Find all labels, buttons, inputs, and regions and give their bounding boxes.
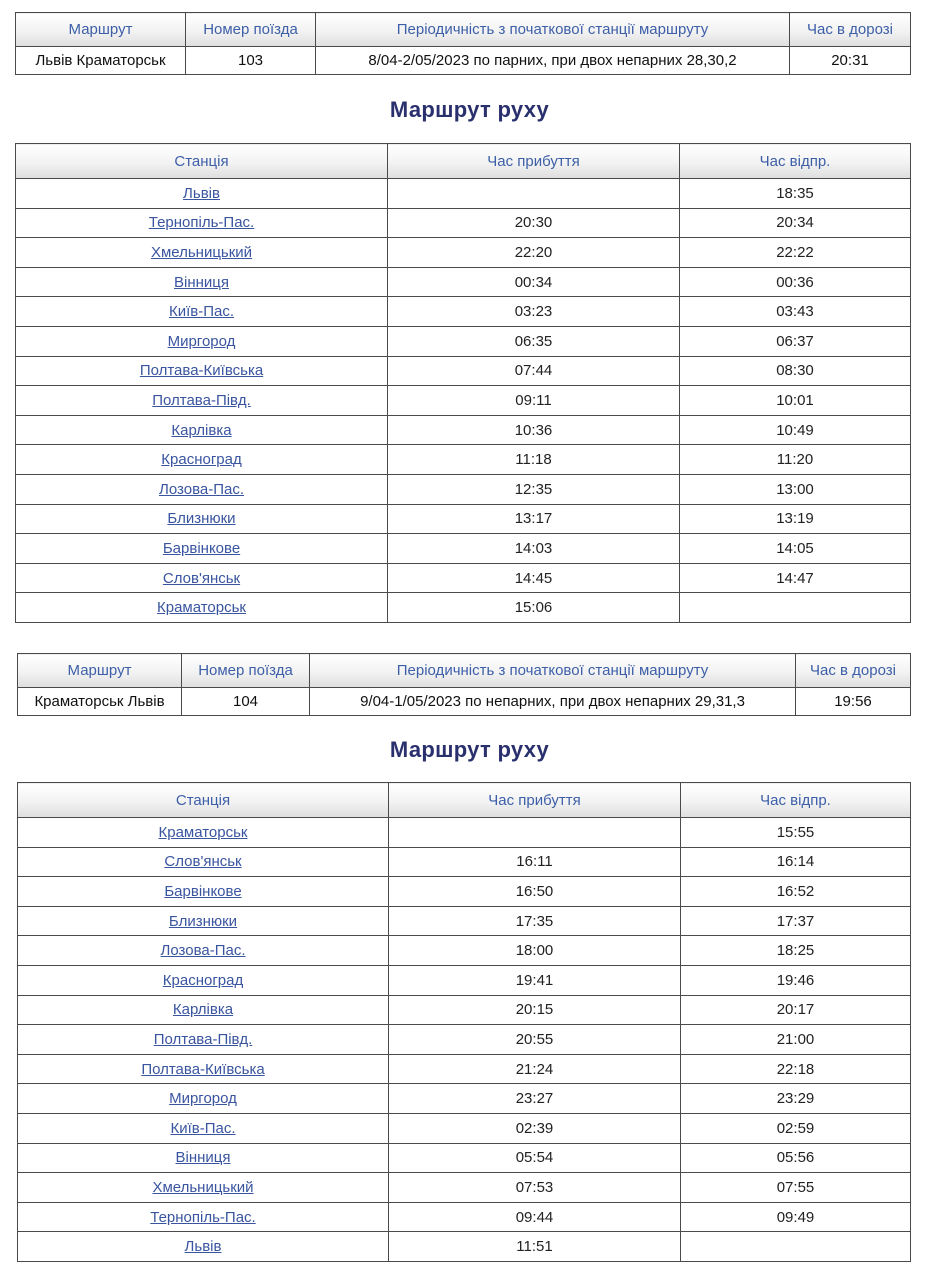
header-periodicity: Періодичність з початкової станції маршруту	[316, 13, 790, 47]
departure-time: 14:47	[680, 563, 911, 593]
station-link[interactable]: Барвінкове	[162, 539, 241, 557]
schedule-row	[18, 1232, 911, 1262]
header-train-number: Номер поїзда	[186, 13, 316, 47]
schedule-row	[18, 965, 911, 995]
info-header-row	[16, 13, 911, 47]
arrival-time: 21:24	[389, 1054, 681, 1084]
schedule-row	[16, 326, 911, 356]
schedule-row	[16, 504, 911, 534]
station-cell	[16, 238, 388, 268]
schedule-row	[18, 1084, 911, 1114]
station-link[interactable]: Красноград	[162, 971, 244, 989]
section-title: Маршрут руху	[389, 97, 550, 122]
arrival-time: 15:06	[388, 593, 680, 623]
station-link[interactable]: Тернопіль-Пас.	[148, 214, 255, 232]
header-train-number: Номер поїзда	[182, 654, 310, 688]
station-link[interactable]: Лозова-Пас.	[159, 480, 244, 498]
schedule-row	[16, 179, 911, 209]
station-link[interactable]: Київ-Пас.	[168, 303, 235, 321]
schedule-row	[16, 563, 911, 593]
header-station: Станція	[16, 144, 388, 179]
header-departure: Час відпр.	[681, 783, 911, 818]
schedule-row	[16, 445, 911, 475]
arrival-time: 12:35	[388, 474, 680, 504]
station-link[interactable]: Тернопіль-Пас.	[150, 1208, 256, 1226]
station-cell	[18, 1232, 389, 1262]
schedule-row	[18, 1025, 911, 1055]
arrival-time: 02:39	[389, 1113, 681, 1143]
arrival-time: 11:18	[388, 445, 680, 475]
station-cell	[18, 1202, 389, 1232]
schedule-row	[18, 1113, 911, 1143]
departure-time: 13:00	[680, 474, 911, 504]
arrival-time: 07:44	[388, 356, 680, 386]
station-link[interactable]: Слов'янськ	[164, 853, 242, 871]
station-link[interactable]: Краматорськ	[158, 823, 248, 841]
schedule-row	[16, 386, 911, 416]
station-link[interactable]: Карлівка	[171, 421, 232, 439]
header-station: Станція	[18, 783, 389, 818]
departure-time: 19:46	[681, 965, 911, 995]
schedule-row	[16, 267, 911, 297]
station-cell	[18, 1113, 389, 1143]
station-cell	[16, 504, 388, 534]
arrival-time: 17:35	[389, 906, 681, 936]
station-link[interactable]: Київ-Пас.	[170, 1119, 236, 1137]
schedule-row	[18, 1054, 911, 1084]
departure-time: 06:37	[680, 326, 911, 356]
departure-time: 18:35	[680, 179, 911, 209]
departure-time: 02:59	[681, 1113, 911, 1143]
station-cell	[18, 1143, 389, 1173]
station-link[interactable]: Хмельницький	[152, 1178, 254, 1196]
schedule-row	[18, 906, 911, 936]
station-cell	[18, 1054, 389, 1084]
header-arrival: Час прибуття	[389, 783, 681, 818]
station-cell	[16, 267, 388, 297]
schedule-row	[18, 936, 911, 966]
schedule-row	[18, 877, 911, 907]
arrival-time: 20:15	[389, 995, 681, 1025]
station-link[interactable]: Львів	[183, 184, 220, 202]
station-link[interactable]: Вінниця	[175, 1149, 231, 1167]
station-link[interactable]: Миргород	[167, 332, 236, 350]
train-number: 103	[186, 47, 316, 75]
arrival-time	[389, 818, 681, 848]
arrival-time: 16:50	[389, 877, 681, 907]
station-cell	[18, 1025, 389, 1055]
schedule-row	[16, 238, 911, 268]
arrival-time: 14:03	[388, 534, 680, 564]
station-link[interactable]: Полтава-Київська	[141, 1060, 265, 1078]
station-link[interactable]: Близнюки	[167, 510, 236, 528]
route1-schedule-table	[15, 143, 911, 623]
departure-time: 20:17	[681, 995, 911, 1025]
departure-time: 16:14	[681, 847, 911, 877]
header-route: Маршрут	[18, 654, 182, 688]
arrival-time: 09:44	[389, 1202, 681, 1232]
station-cell	[18, 1084, 389, 1114]
departure-time: 21:00	[681, 1025, 911, 1055]
route1-info-table	[15, 12, 911, 75]
departure-time	[680, 593, 911, 623]
station-cell	[16, 445, 388, 475]
station-cell	[18, 877, 389, 907]
station-link[interactable]: Миргород	[169, 1090, 237, 1108]
arrival-time: 19:41	[389, 965, 681, 995]
arrival-time: 22:20	[388, 238, 680, 268]
departure-time: 17:37	[681, 906, 911, 936]
departure-time: 22:22	[680, 238, 911, 268]
arrival-time: 06:35	[388, 326, 680, 356]
station-link[interactable]: Полтава-Півд.	[152, 391, 251, 409]
departure-time: 20:34	[680, 208, 911, 238]
arrival-time	[388, 179, 680, 209]
schedule-header-row	[16, 144, 911, 179]
schedule-row	[18, 1173, 911, 1203]
arrival-time: 03:23	[388, 297, 680, 327]
schedule-row	[16, 297, 911, 327]
schedule-row	[18, 995, 911, 1025]
station-link[interactable]: Львів	[184, 1238, 222, 1256]
travel-duration: 19:56	[796, 688, 911, 716]
station-cell	[18, 818, 389, 848]
station-link[interactable]: Слов'янськ	[162, 569, 241, 587]
arrival-time: 13:17	[388, 504, 680, 534]
arrival-time: 14:45	[388, 563, 680, 593]
schedule-row	[16, 356, 911, 386]
header-route: Маршрут	[16, 13, 186, 47]
arrival-time: 00:34	[388, 267, 680, 297]
arrival-time: 18:00	[389, 936, 681, 966]
departure-time: 00:36	[680, 267, 911, 297]
departure-time: 23:29	[681, 1084, 911, 1114]
station-cell	[16, 563, 388, 593]
info-header-row	[18, 654, 911, 688]
station-cell	[16, 356, 388, 386]
header-departure: Час відпр.	[680, 144, 911, 179]
header-duration: Час в дорозі	[796, 654, 911, 688]
periodicity: 8/04-2/05/2023 по парних, при двох непарних 28,30,2	[316, 47, 790, 75]
arrival-time: 23:27	[389, 1084, 681, 1114]
route2-schedule-table	[17, 782, 911, 1262]
schedule-row	[16, 474, 911, 504]
schedule-row	[16, 593, 911, 623]
route-name: Краматорськ Львів	[18, 688, 182, 716]
station-link[interactable]: Лозова-Пас.	[160, 942, 246, 960]
departure-time: 22:18	[681, 1054, 911, 1084]
station-link[interactable]: Карлівка	[172, 1001, 234, 1019]
departure-time: 07:55	[681, 1173, 911, 1203]
arrival-time: 16:11	[389, 847, 681, 877]
departure-time: 08:30	[680, 356, 911, 386]
station-link[interactable]: Барвінкове	[164, 882, 242, 900]
header-duration: Час в дорозі	[790, 13, 911, 47]
departure-time: 09:49	[681, 1202, 911, 1232]
station-link[interactable]: Красноград	[161, 451, 242, 469]
arrival-time: 10:36	[388, 415, 680, 445]
departure-time: 18:25	[681, 936, 911, 966]
schedule-row	[16, 534, 911, 564]
section-title: Маршрут руху	[389, 737, 550, 762]
schedule-header-row	[18, 783, 911, 818]
station-cell	[16, 593, 388, 623]
schedule-row	[18, 818, 911, 848]
info-row	[18, 688, 911, 716]
station-cell	[16, 415, 388, 445]
info-row	[16, 47, 911, 75]
station-link[interactable]: Краматорськ	[156, 599, 246, 617]
station-link[interactable]: Близнюки	[168, 912, 238, 930]
departure-time: 10:49	[680, 415, 911, 445]
arrival-time: 20:30	[388, 208, 680, 238]
departure-time: 10:01	[680, 386, 911, 416]
station-cell	[18, 995, 389, 1025]
schedule-row	[18, 1202, 911, 1232]
station-cell	[16, 208, 388, 238]
station-cell	[18, 906, 389, 936]
departure-time: 05:56	[681, 1143, 911, 1173]
departure-time: 13:19	[680, 504, 911, 534]
header-arrival: Час прибуття	[388, 144, 680, 179]
station-cell	[16, 179, 388, 209]
station-link[interactable]: Полтава-Півд.	[153, 1030, 253, 1048]
schedule-row	[16, 208, 911, 238]
station-cell	[16, 297, 388, 327]
travel-duration: 20:31	[790, 47, 911, 75]
arrival-time: 11:51	[389, 1232, 681, 1262]
departure-time: 14:05	[680, 534, 911, 564]
station-cell	[18, 965, 389, 995]
arrival-time: 05:54	[389, 1143, 681, 1173]
station-cell	[18, 847, 389, 877]
departure-time: 03:43	[680, 297, 911, 327]
header-periodicity: Періодичність з початкової станції маршруту	[310, 654, 796, 688]
station-link[interactable]: Хмельницький	[150, 243, 253, 261]
arrival-time: 09:11	[388, 386, 680, 416]
departure-time: 15:55	[681, 818, 911, 848]
route2-info-table	[17, 653, 911, 716]
station-link[interactable]: Полтава-Київська	[139, 362, 264, 380]
station-cell	[16, 534, 388, 564]
station-link[interactable]: Вінниця	[174, 273, 229, 291]
departure-time: 16:52	[681, 877, 911, 907]
route-name: Львів Краматорськ	[16, 47, 186, 75]
station-cell	[16, 474, 388, 504]
arrival-time: 20:55	[389, 1025, 681, 1055]
train-number: 104	[182, 688, 310, 716]
arrival-time: 07:53	[389, 1173, 681, 1203]
station-cell	[16, 386, 388, 416]
station-cell	[18, 1173, 389, 1203]
schedule-row	[18, 847, 911, 877]
departure-time	[681, 1232, 911, 1262]
departure-time: 11:20	[680, 445, 911, 475]
schedule-row	[16, 415, 911, 445]
station-cell	[16, 326, 388, 356]
station-cell	[18, 936, 389, 966]
schedule-row	[18, 1143, 911, 1173]
periodicity: 9/04-1/05/2023 по непарних, при двох непарних 29,31,3	[310, 688, 796, 716]
